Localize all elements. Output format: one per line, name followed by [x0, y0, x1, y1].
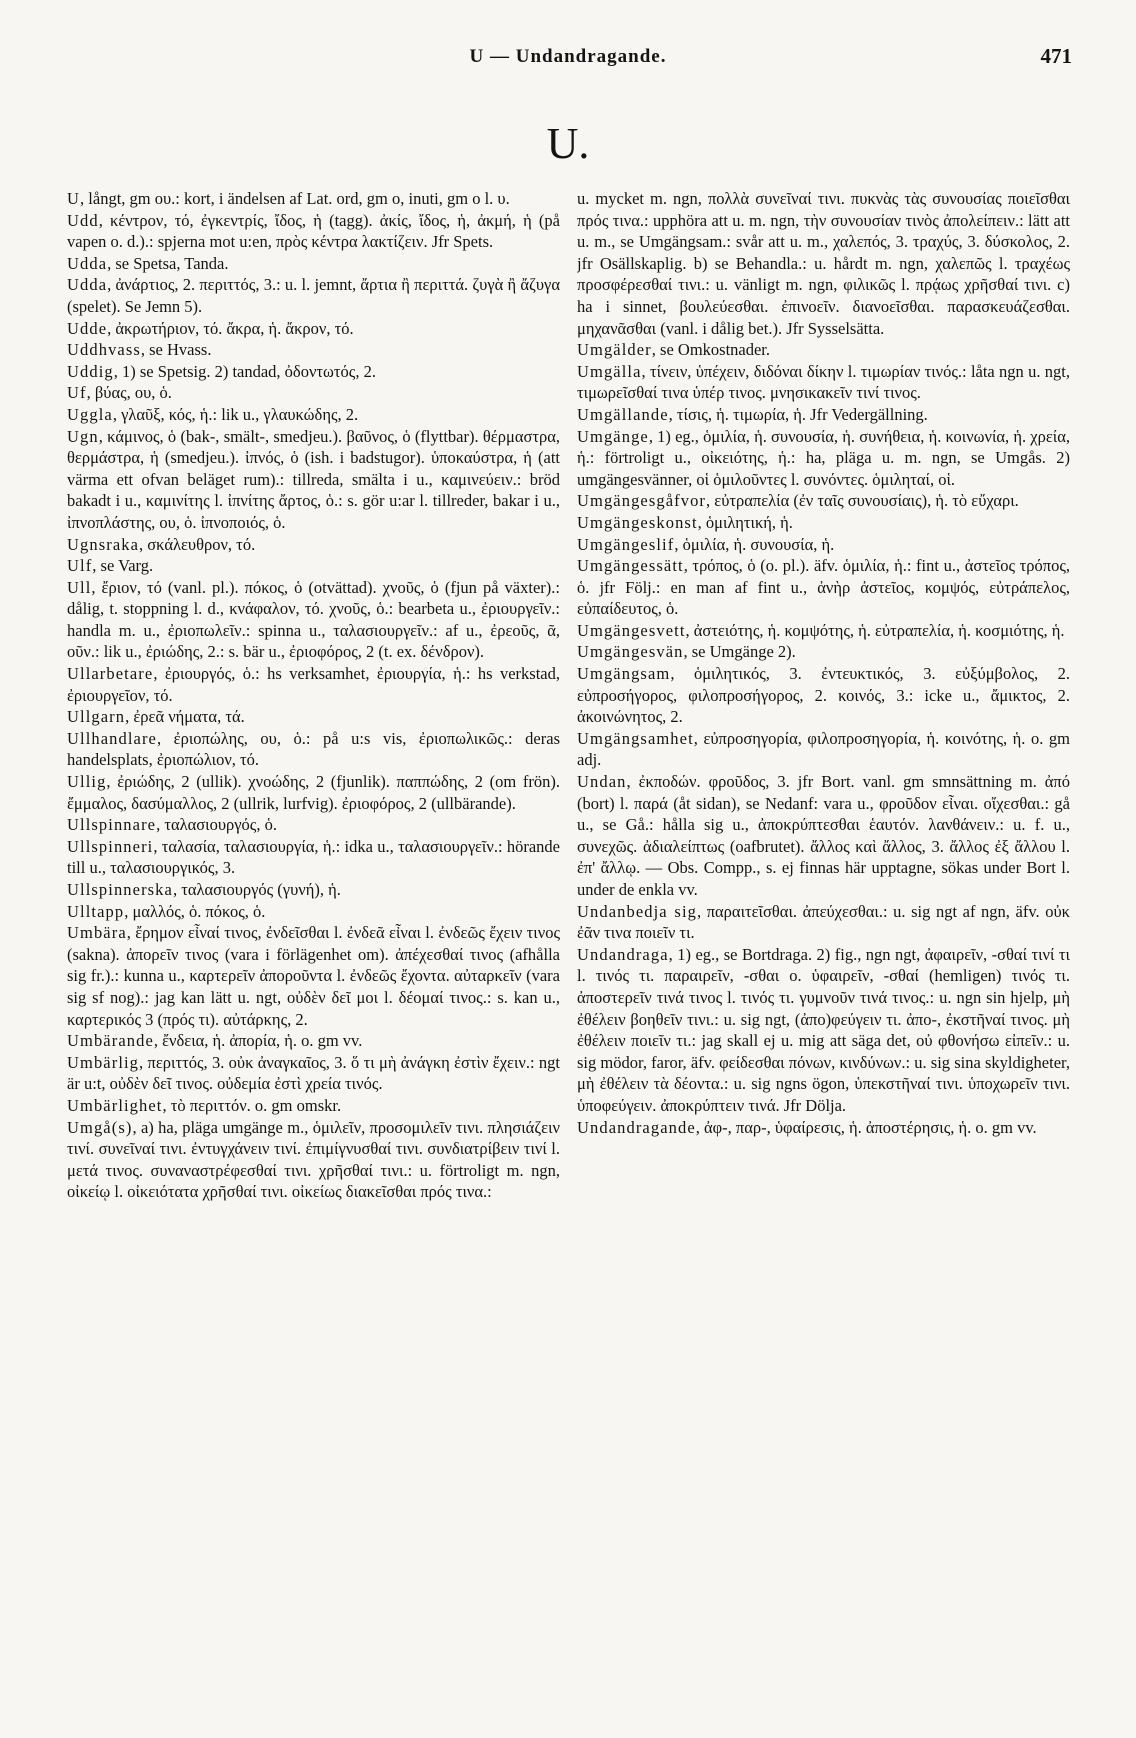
entry-definition: , κέντρον, τό, ἐγκεντρίς, ἴδος, ἡ (tagg). ἀκίς, ἴδος, ἡ, ἀκμή, ἡ (på vapen o. d.).: spjerna mot u:en, πρὸς κέντρα λακτίζειν. Jfr Spets. [67, 210, 560, 252]
entry-definition: , ἔνδεια, ἡ. ἀπορία, ἡ. o. gm vv. [153, 1031, 363, 1051]
dictionary-entry [67, 1095, 560, 1117]
dictionary-entry [577, 534, 1070, 556]
entry-headword: Umgängesvän [577, 642, 684, 662]
dictionary-entry [67, 814, 560, 836]
entry-headword: Umgälder [577, 340, 652, 360]
entry-definition: , långt, gm ου.: kort, i ändelsen af Lat. ord, gm ο, inuti, gm ο l. υ. [80, 189, 510, 208]
entry-definition: , se Varg. [92, 556, 154, 576]
entry-definition: , ὁμιλητικός, 3. ἐντευκτικός, 3. εὐξύμβολος, 2. εὐπροσήγορος, φιλοπροσήγορος, 2. κοινός, 3.: icke u., ἄμικτος, 2. ἀκοινώνητος, 2. [577, 664, 1070, 727]
entry-definition: , ἀνάρτιος, 2. περιττός, 3.: u. l. jemnt, ἄρτια ἢ περιττά. ζυγὰ ἢ ἄζυγα (spelet). Se Jemn 5). [67, 275, 560, 316]
entry-headword: Umgängesgåfvor [577, 491, 707, 511]
dictionary-entry [67, 1030, 560, 1052]
dictionary-entry [577, 426, 1070, 491]
dictionary-entry [67, 706, 560, 728]
entry-headword: Ugn [67, 426, 99, 446]
entry-definition: , ἐριώδης, 2 (ullik). χνοώδης, 2 (fjunlik). παππώδης, 2 (om frön). ἔμμαλος, δασύμαλλος, 2 (ullrik, lurfvig). ἐριοφόρος, 2 (ullbärande). [67, 772, 560, 813]
dictionary-entry [67, 663, 560, 706]
dictionary-entry [577, 490, 1070, 512]
entry-definition: , se Spetsa, Tanda. [107, 253, 229, 273]
dictionary-entry [577, 339, 1070, 361]
entry-headword: Umgängsam [577, 664, 671, 684]
entry-headword: Umbärlig [67, 1052, 140, 1072]
entry-headword: Ullarbetare [67, 664, 154, 684]
dictionary-entry [67, 404, 560, 426]
dictionary-entry [67, 318, 560, 340]
section-letter: U. [546, 119, 590, 168]
entry-headword: Udda [67, 253, 108, 273]
entry-definition: , ταλασία, ταλασιουργία, ἡ.: idka u., ταλασιουργεῖν.: hörande till u., ταλασιουργικός, 3. [67, 836, 560, 878]
dictionary-entry [577, 641, 1070, 663]
dictionary-entry [67, 901, 560, 923]
entry-headword: Uf [67, 383, 87, 403]
dictionary-entry [67, 1117, 560, 1203]
entry-headword: Undandraga [577, 944, 669, 964]
dictionary-entry [577, 404, 1070, 426]
dictionary-entry [67, 426, 560, 534]
dictionary-entry [67, 879, 560, 901]
entry-headword: Umgängsamhet [577, 728, 694, 748]
dictionary-entry [67, 534, 560, 556]
dictionary-entry [577, 1117, 1070, 1139]
entry-definition: , εὐπροσηγορία, φιλοπροσηγορία, ἡ. κοινότης, ἡ. o. gm adj. [577, 728, 1070, 770]
entry-definition: , εὐτραπελία (ἐν ταῖς συνουσίαις), ἡ. τὸ εὔχαρι. [706, 491, 1019, 511]
entry-definition: u. mycket m. ngn, πολλὰ συνεῖναί τινι. πυκνὰς τὰς συνουσίας ποιεῖσθαι πρός τινα.: upphöra att u. m. ngn, τὴν συνουσίαν τινὸς ἀπολείπειν.: lätt att u. m., se Umgängsam.: svår att u. m., χαλεπός, 3. τραχύς, 3. δύσκολος, 2. jfr Osällskaplig. b) se Behandla.: u. hårdt m. ngn, χαλεπῶς l. τραχέως προσφέρεσθαί τινι.: u. vänligt m. ngn, φιλικῶς l. πρᾴως χρῆσθαί τινι. c) ha i sinnet, βουλεύεσθαι. ἐπινοεῖν. διανοεῖσθαι. παρασκευάζεσθαι. μηχανᾶσθαι (vanl. i dålig bet.). Jfr Sysselsätta. [577, 189, 1070, 338]
dictionary-entry [577, 555, 1070, 620]
entry-definition: , ἐριουργός, ὁ.: hs verksamhet, ἐριουργία, ἡ.: hs verkstad, ἐριουργεῖον, τό. [67, 664, 560, 705]
entry-definition: , σκάλευθρον, τό. [139, 534, 256, 554]
running-head [0, 46, 1136, 76]
entry-definition: , ἔρημον εἶναί τινος, ἐνδεῖσθαι l. ἐνδεᾶ εἶναι l. ἐνδεῶς ἔχειν τινος (sakna). ἀπορεῖν τινος (vara i förlägenhet om). ἀπέχεσθαί τινος (afhålla sig fr.).: kunna u., καρτερεῖν ἀποροῦντα l. ἐνδεῶς ἔχοντα. αὐταρκεῖν (vara sig sf nog).: jag kan lätt u. ngt, οὐδὲν δεῖ μοι l. δέομαί τινος.: s. kan u., καρτερικός 3 (πρός τι). αὐτάρκης, 2. [67, 923, 560, 1029]
entry-headword: U [67, 189, 81, 208]
entry-headword: Ullgarn [67, 707, 126, 727]
entry-headword: Umgängeskonst [577, 512, 698, 532]
entry-definition: , μαλλός, ὁ. πόκος, ὁ. [124, 901, 266, 921]
entry-definition: , 1) eg., ὁμιλία, ἡ. συνουσία, ἡ. συνήθεια, ἡ. κοινωνία, ἡ. χρεία, ἡ.: förtroligt u., οἰκειότης, ἡ.: ha, pläga u. m. ngn, se Umgås. 2) umgängesvänner, οἱ ὁμιλοῦντες l. συνόντες. ὁμιληταί, οἱ. [577, 426, 1070, 489]
entry-definition: , 1) eg., se Bortdraga. 2) fig., ngn ngt, ἀφαιρεῖν, -σθαί τινί τι l. τινός τι. παραιρεῖν, -σθαι o. ὑφαιρεῖν, -σθαί (hemligen) τινός τι. ἀποστερεῖν τινά τινος l. τινός τι. γυμνοῦν τινά τινος.: u. ngn sin hjelp, μὴ ἐθέλειν βοηθεῖν τινι.: u. sig ngt, (ἀπο)φεύγειν τι. ἀπο-, ἐκστῆναί τινος. μὴ ἐθέλειν ποιεῖν τι.: jag skall ej u. mig att säga det, οὐ φθονήσω εἰπεῖν.: u. sig mödor, faror, äfv. φείδεσθαι πόνων, κινδύνων.: u. sig sina skyldigheter, μὴ ἐθέλειν τὰ δέοντα.: u. sig ngns ögon, ὑπεκστῆναί τινι. ὑποχωρεῖν τινι. ὑποφεύγειν. ἀποκρύπτειν τινά. Jfr Dölja. [577, 944, 1070, 1115]
entry-headword: Uddhvass [67, 340, 141, 360]
dictionary-entry [67, 339, 560, 361]
entry-definition: , ταλασιουργός (γυνή), ἡ. [172, 880, 341, 899]
entry-headword: Ugnsraka [67, 534, 140, 554]
dictionary-entry [67, 188, 560, 210]
entry-headword: Ullspinneri [67, 836, 154, 856]
dictionary-entry [577, 728, 1070, 771]
entry-definition: , παραιτεῖσθαι. ἀπεύχεσθαι.: u. sig ngt af ngn, äfv. οὐκ ἐᾶν τινα ποιεῖν τι. [577, 901, 1070, 943]
entry-headword: Umgällande [577, 404, 669, 424]
dictionary-entry [67, 836, 560, 879]
dictionary-entry [577, 620, 1070, 642]
dictionary-entry [67, 922, 560, 1030]
entry-headword: Umgälla [577, 361, 642, 381]
entry-headword: Undandragande [577, 1117, 696, 1137]
dictionary-entry [67, 771, 560, 814]
entry-headword: Umgängesvett [577, 620, 686, 640]
entry-definition: , περιττός, 3. οὐκ ἀναγκαῖος, 3. ὅ τι μὴ ἀνάγκη ἐστὶν ἔχειν.: ngt är u:t, οὐδὲν δεῖ τινος. οὐδεμία ἐστὶ χρεία τινός. [67, 1052, 560, 1094]
entry-headword: Umgängeslif [577, 534, 675, 554]
dictionary-entry [67, 253, 560, 275]
entry-headword: Ulf [67, 556, 93, 576]
entry-headword: Undanbedja sig [577, 901, 697, 921]
running-title: U — Undandragande. [469, 46, 667, 67]
entry-headword: Uddig [67, 361, 114, 381]
entry-headword: Ull [67, 577, 92, 597]
right-column [577, 188, 1070, 1718]
dictionary-entry [577, 944, 1070, 1117]
entry-definition: , τὸ περιττόν. o. gm omskr. [162, 1095, 342, 1115]
entry-definition: , ταλασιουργός, ὁ. [156, 815, 277, 835]
entry-definition: , ἀστειότης, ἡ. κομψότης, ἡ. εὐτραπελία, ἡ. κοσμιότης, ἡ. [685, 620, 1065, 640]
entry-headword: Ulltapp [67, 901, 125, 921]
entry-definition: , τίνειν, ὑπέχειν, διδόναι δίκην l. τιμωρίαν τινός.: låta ngn u. ngt, τιμωρεῖσθαί τινα ὑπέρ τινος. μνησικακεῖν τινί τινος. [577, 361, 1070, 403]
left-column [67, 188, 560, 1718]
entry-headword: Undan [577, 772, 627, 792]
entry-definition: , ἐρεᾶ νήματα, τά. [125, 707, 245, 727]
entry-headword: Udd [67, 210, 99, 230]
dictionary-entry [67, 1052, 560, 1095]
entry-definition: , τρόπος, ὁ (o. pl.). äfv. ὁμιλία, ἡ.: fint u., ἀστεῖος τρόπος, ὁ. jfr Följ.: en man af fint u., ἀνὴρ ἀστεῖος, κομψός, εὐτράπελος, εὐπαίδευτος, ὁ. [577, 556, 1070, 619]
dictionary-entry [577, 771, 1070, 901]
entry-definition: , se Umgänge 2). [683, 642, 796, 662]
dictionary-entry [67, 274, 560, 317]
dictionary-entry [67, 555, 560, 577]
entry-headword: Ullspinnerska [67, 880, 173, 899]
entry-definition: , ἐριοπώλης, ου, ὁ.: på u:s vis, ἐριοπωλικῶς.: deras handelsplats, ἐριοπώλιον, τό. [67, 728, 560, 770]
entry-definition: , γλαῦξ, κός, ἡ.: lik u., γλαυκώδης, 2. [112, 404, 359, 424]
entry-headword: Ullspinnare [67, 815, 157, 835]
entry-definition: , ἀφ-, παρ-, ὑφαίρεσις, ἡ. ἀποστέρησις, ἡ. o. gm vv. [695, 1117, 1037, 1137]
entry-headword: Umbärande [67, 1031, 154, 1051]
entry-definition: , ὁμιλητική, ἡ. [697, 512, 793, 532]
entry-headword: Ullig [67, 772, 107, 792]
entry-definition: , ἐκποδών. φροῦδος, 3. jfr Bort. vanl. gm smnsättning m. ἀπό (bort) l. παρά (åt sidan), se Nedanf: vara u., φροῦδον εἶναι. οἴχεσθαι.: gå u., se Gå.: hålla sig u., ἀποκρύπτεσθαι ἑαυτόν. λανθάνειν.: u. f. u., συνεχῶς. ἀδιαλείπτως (oafbrutet). ἄλλος καὶ ἄλλος, 3. ἄλλος ἐξ ἄλλου l. ἐπ' ἄλλῳ. — Obs. Compp., s. ej finnas här upptagne, sökas under Bort l. under de enkla vv. [577, 772, 1070, 899]
dictionary-entry [577, 361, 1070, 404]
entry-headword: Umbärlighet [67, 1095, 163, 1115]
dictionary-entry [67, 210, 560, 253]
entry-headword: Umgå(s) [67, 1117, 133, 1137]
entry-definition: , τίσις, ἡ. τιμωρία, ἡ. Jfr Vedergällning. [668, 404, 928, 424]
entry-definition: , 1) se Spetsig. 2) tandad, ὀδοντωτός, 2. [113, 361, 376, 381]
dictionary-entry [577, 663, 1070, 728]
dictionary-entry [67, 361, 560, 383]
dictionary-entry [67, 382, 560, 404]
entry-definition: , se Omkostnader. [651, 340, 771, 360]
entry-definition: , βύας, ου, ὁ. [86, 383, 172, 403]
dictionary-entry [577, 188, 1070, 339]
dictionary-entry [577, 512, 1070, 534]
entry-definition: , se Hvass. [140, 340, 212, 360]
entry-headword: Umgänge [577, 426, 649, 446]
entry-definition: , ὁμιλία, ἡ. συνουσία, ἡ. [674, 534, 835, 554]
entry-definition: , κάμινος, ὁ (bak-, smält-, smedjeu.). βαῦνος, ὁ (flyttbar). θέρμαστρα, θερμάστρα, ἡ (smedjeu.). ἰπνός, ὁ (ish. i badstugor). ὑποκαύστρα, ἡ (att värma ett ofvan beläget rum).: tillreda, smälta i u., καμινεύειν.: bröd bakadt i u., καμινίτης l. ἰπνίτης ἄρτος, ὁ.: s. gör u:ar l. tillreder, bakar i u., ἰπνοπλάστης, ου, ὁ. ἰπνοποιός, ὁ. [67, 426, 560, 532]
page-number: 471 [1040, 44, 1072, 68]
dictionary-entry [67, 577, 560, 663]
entry-headword: Udde [67, 318, 108, 338]
dictionary-entry [577, 901, 1070, 944]
dictionary-entry [67, 728, 560, 771]
entry-headword: Umgängessätt [577, 556, 684, 576]
entry-headword: Umbära [67, 923, 127, 943]
entry-headword: Uggla [67, 404, 113, 424]
entry-headword: Udda [67, 275, 108, 295]
entry-headword: Ullhandlare [67, 728, 157, 748]
entry-definition: , ἀκρωτήριον, τό. ἄκρα, ἡ. ἄκρον, τό. [107, 318, 354, 338]
entry-definition: , ἔριον, τό (vanl. pl.). πόκος, ὁ (otvättad). χνοῦς, ὁ (fjun på växter).: dålig, t. stoppning l. d., κνάφαλον, τό. χνοῦς, ὁ.: bearbeta u., ἐριουργεῖν.: handla m. u., ἐριοπωλεῖν.: spinna u., ταλασιουργεῖν.: af u., ἐρεοῦς, ᾶ, οῦν.: lik u., ἐριώδης, 2.: s. bär u., ἐριοφόρος, 2 (t. ex. δένδρον). [67, 577, 560, 662]
entry-definition: , a) ha, pläga umgänge m., ὁμιλεῖν, προσομιλεῖν τινι. πλησιάζειν τινί. συνεῖναί τινι. ἐντυγχάνειν τινί. ἐπιμίγνυσθαί τινι. συνδιατρίβειν τινί l. μετά τινος. συναναστρέφεσθαί τινι. χρῆσθαί τινι.: u. förtroligt m. ngn, οἰκείῳ l. οἰκειότατα χρῆσθαί τινι. οἰκείως διακεῖσθαι πρός τινα.: [67, 1117, 560, 1202]
